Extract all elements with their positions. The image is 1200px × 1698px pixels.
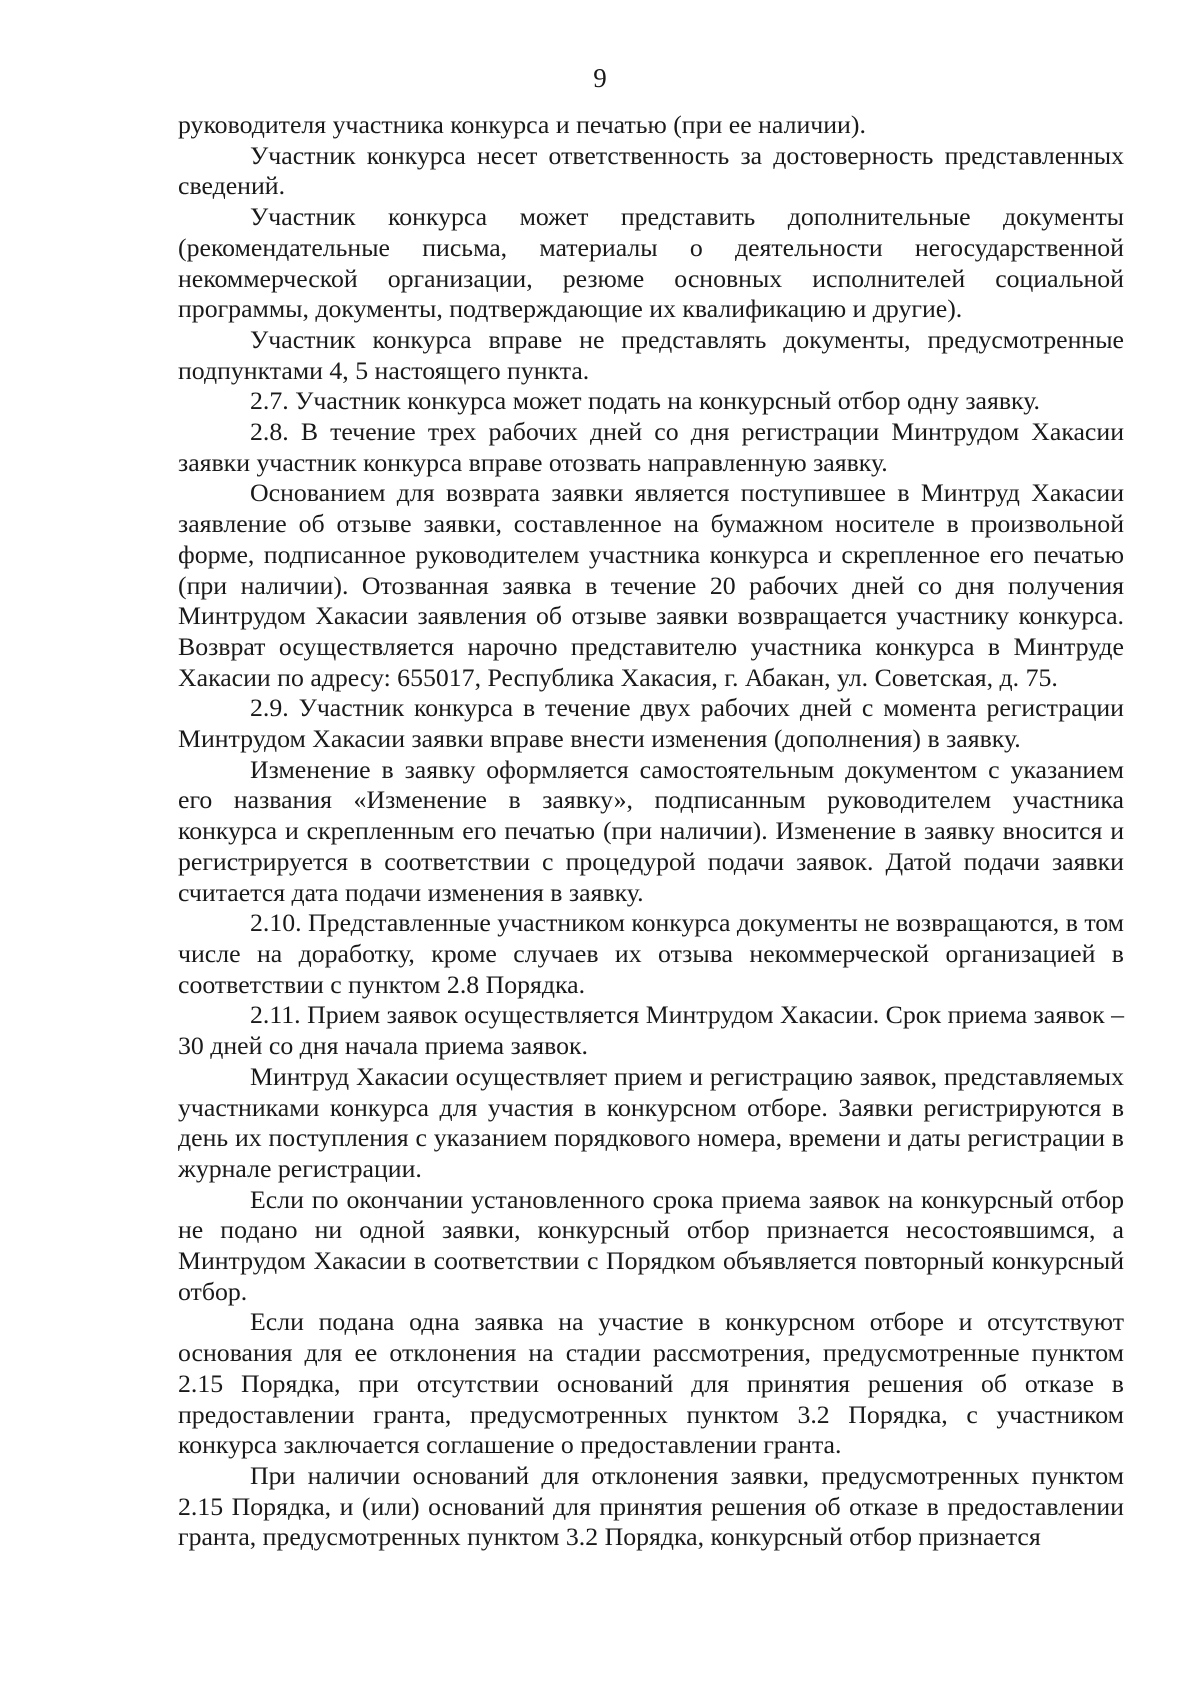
paragraph: Если по окончании установленного срока приема заявок на конкурсный отбор не подано ни одной заявки, конкурсный отбор признается несостоявшимся, а Минтрудом Хакасии в соответствии с Порядком объявляется повторный конкурсный отбор.: [178, 1184, 1124, 1306]
paragraph: Изменение в заявку оформляется самостоятельным документом с указанием его названия «Изменение в заявку», подписанным руководителем участника конкурса и скрепленным его печатью (при наличии). Изменение в заявку вносится и регистрируется в соответствии с процедурой подачи заявок. Датой подачи заявки считается дата подачи изменения в заявку.: [178, 754, 1124, 907]
paragraph: Участник конкурса несет ответственность за достоверность представленных сведений.: [178, 140, 1124, 201]
paragraph: Участник конкурса вправе не представлять документы, предусмотренные подпунктами 4, 5 настоящего пункта.: [178, 324, 1124, 385]
paragraph-2-7: 2.7. Участник конкурса может подать на конкурсный отбор одну заявку.: [250, 386, 1040, 416]
document-body: [178, 110, 1124, 1553]
paragraph: Основанием для возврата заявки является поступившее в Минтруд Хакасии заявление об отзыве заявки, составленное на бумажном носителе в произвольной форме, подписанное руководителем участника конкурса и скрепленное его печатью (при наличии). Отозванная заявка в течение 20 рабочих дней со дня получения Минтрудом Хакасии заявления об отзыве заявки возвращается участнику конкурса. Возврат осуществляется нарочно представителю участника конкурса в Минтруде Хакасии по адресу: 655017, Республика Хакасия, г. Абакан, ул. Советская, д. 75.: [178, 478, 1124, 692]
paragraph: При наличии оснований для отклонения заявки, предусмотренных пунктом 2.15 Порядка, и (или) оснований для принятия решения об отказе в предоставлении гранта, предусмотренных пунктом 3.2 Порядка, конкурсный отбор признается: [178, 1460, 1124, 1552]
paragraph: руководителя участника конкурса и печатью (при ее наличии).: [178, 110, 866, 139]
paragraph: Минтруд Хакасии осуществляет прием и регистрацию заявок, представляемых участниками конкурса для участия в конкурсном отборе. Заявки регистрируются в день их поступления с указанием порядкового номера, времени и даты регистрации в журнале регистрации.: [178, 1061, 1124, 1183]
page-number: 9: [593, 63, 607, 93]
paragraph-2-8: 2.8. В течение трех рабочих дней со дня регистрации Минтрудом Хакасии заявки участник конкурса вправе отозвать направленную заявку.: [178, 417, 1124, 477]
paragraph-2-10: 2.10. Представленные участником конкурса документы не возвращаются, в том числе на доработку, кроме случаев их отзыва некоммерческой организацией в соответствии с пунктом 2.8 Порядка.: [178, 908, 1124, 999]
paragraph-2-11: 2.11. Прием заявок осуществляется Минтрудом Хакасии. Срок приема заявок – 30 дней со дня начала приема заявок.: [178, 1000, 1124, 1061]
paragraph: Если подана одна заявка на участие в конкурсном отборе и отсутствуют основания для ее отклонения на стадии рассмотрения, предусмотренные пунктом 2.15 Порядка, при отсутствии оснований для принятия решения об отказе в предоставлении гранта, предусмотренных пунктом 3.2 Порядка, с участником конкурса заключается соглашение о предоставлении гранта.: [178, 1307, 1124, 1460]
paragraph: Участник конкурса может представить дополнительные документы (рекомендательные письма, материалы о деятельности негосударственной некоммерческой организации, резюме основных исполнителей социальной программы, документы, подтверждающие их квалификацию и другие).: [178, 202, 1124, 324]
paragraph-2-9: 2.9. Участник конкурса в течение двух рабочих дней с момента регистрации Минтрудом Хакасии заявки вправе внести изменения (дополнения) в заявку.: [178, 693, 1124, 754]
